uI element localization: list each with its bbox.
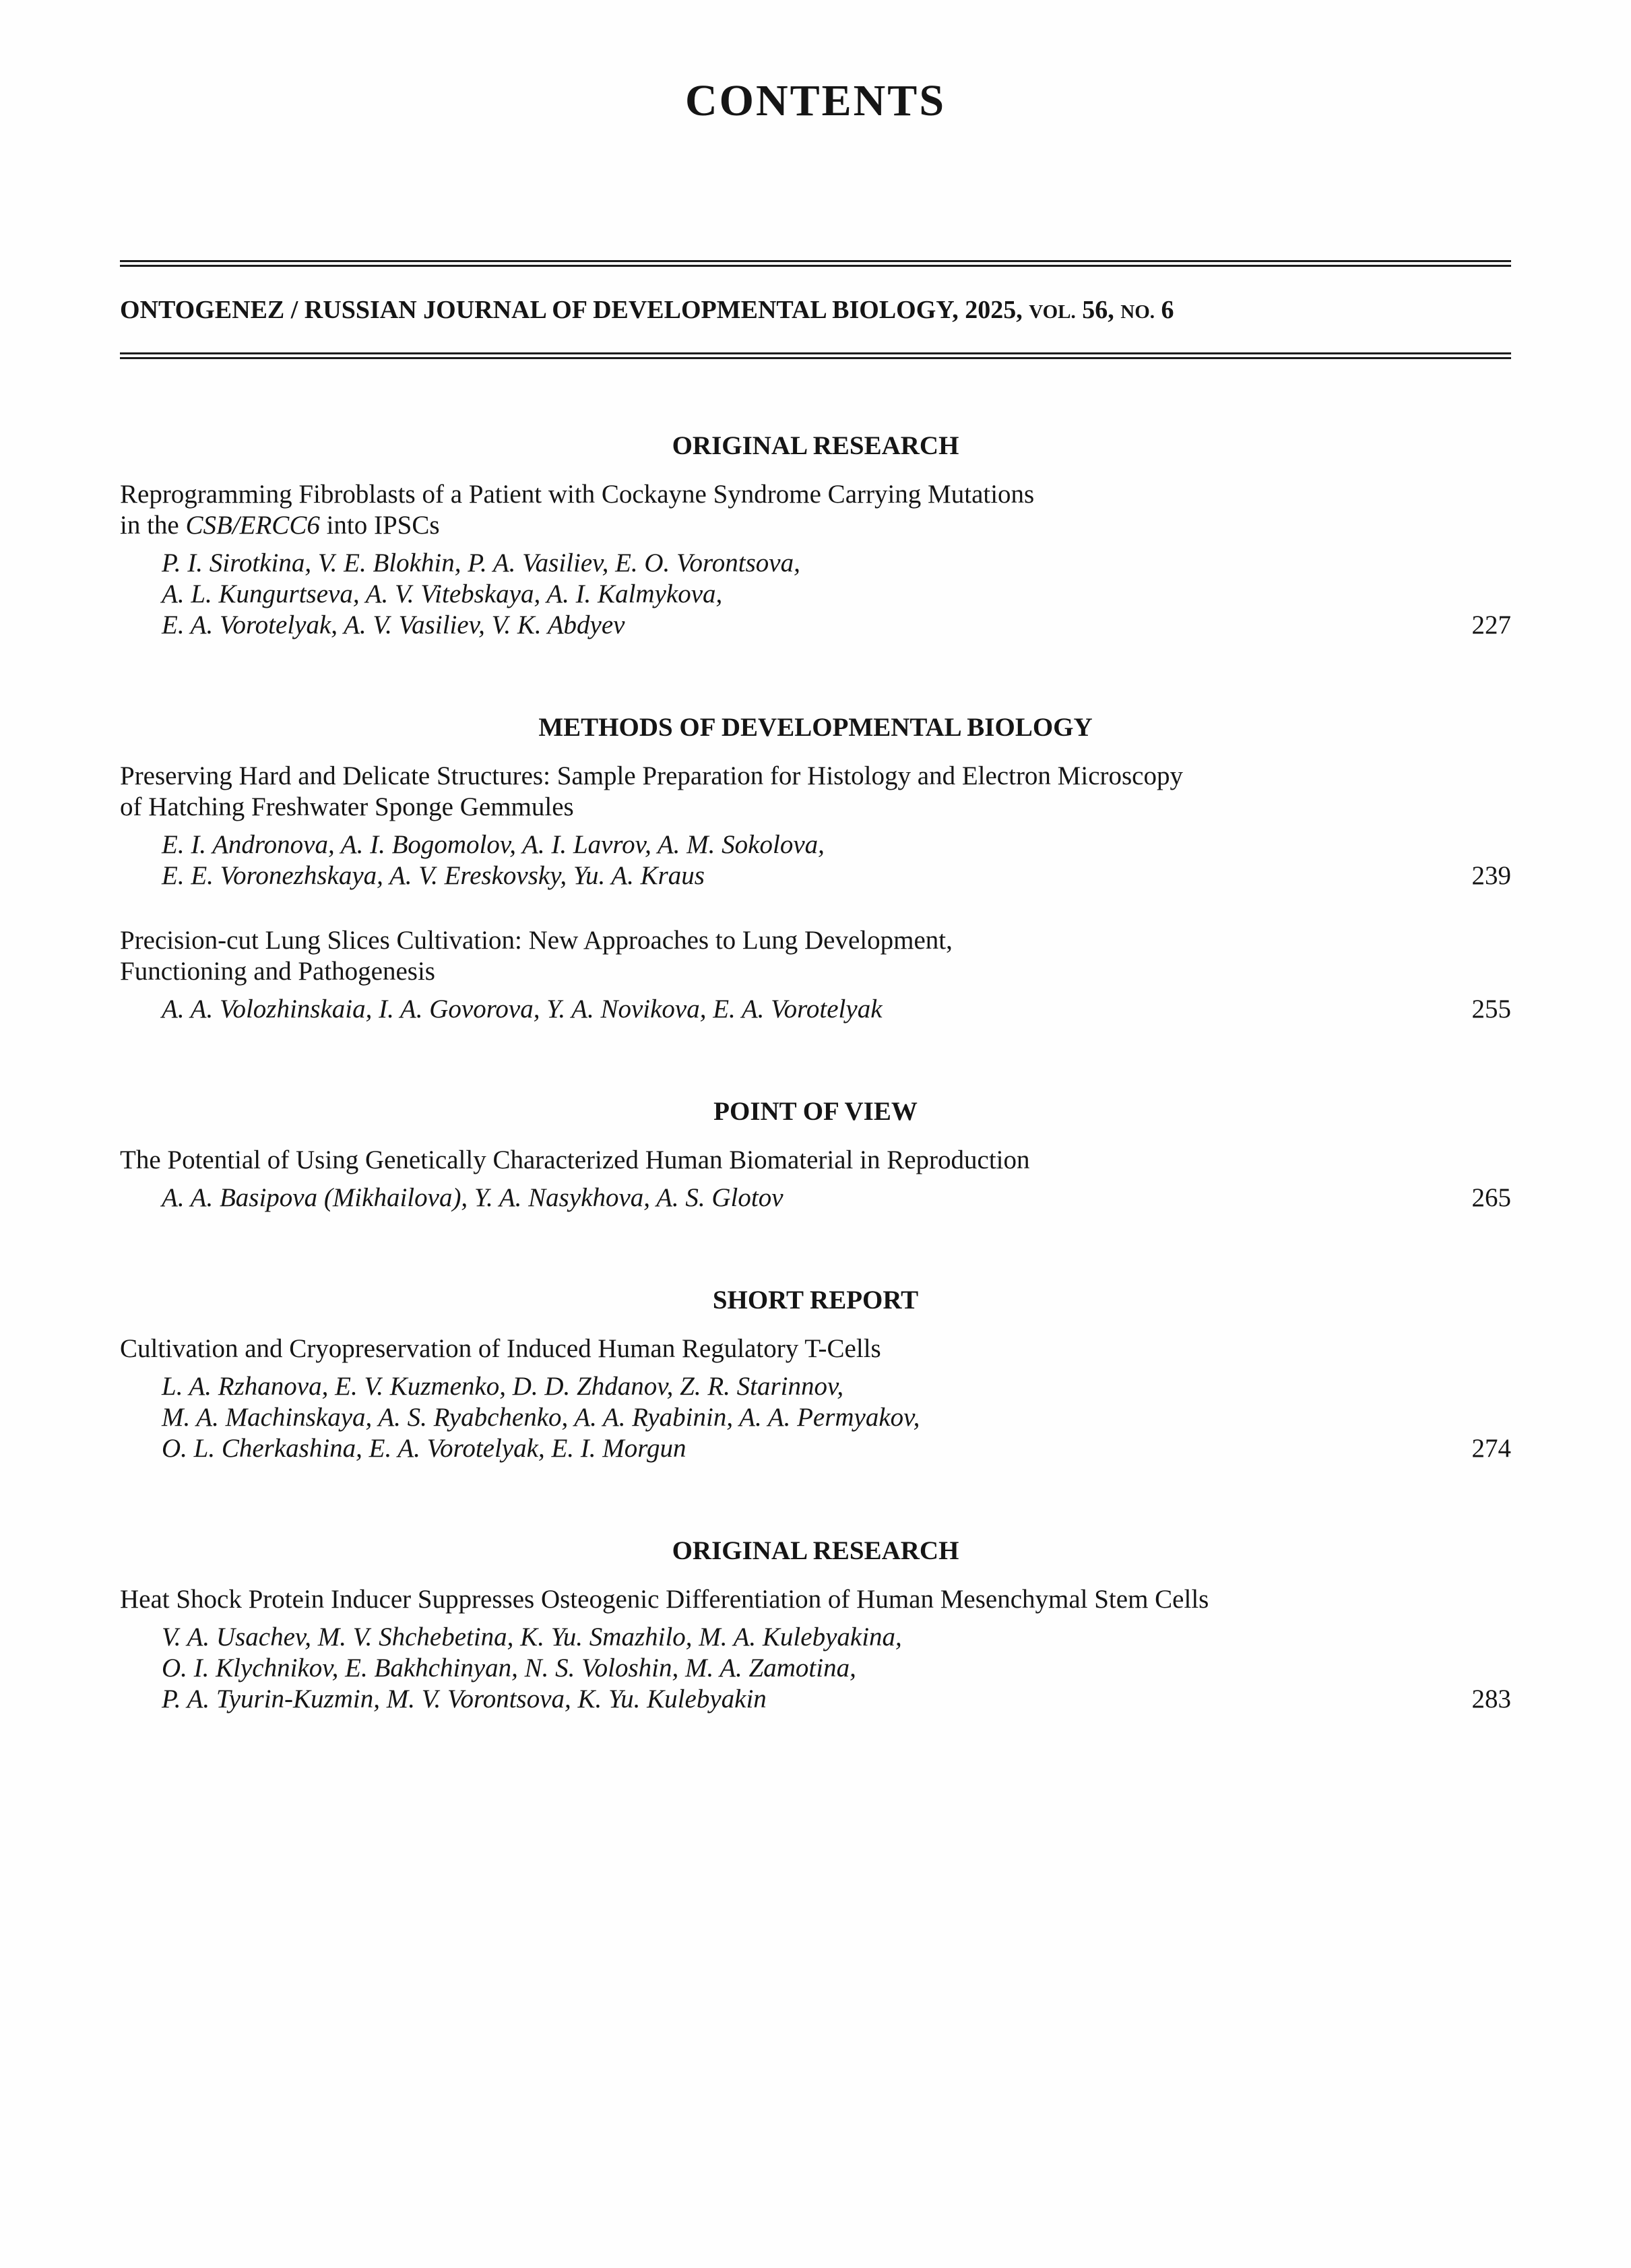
article — [120, 1584, 1511, 1715]
article-title-line — [120, 792, 1511, 823]
article-title — [120, 761, 1511, 823]
section-short-report — [120, 1285, 1511, 1464]
title-text: Cultivation and Cryopreservation of Induced Human Regulatory T-Cells — [120, 1334, 881, 1363]
author-line-with-page — [162, 994, 1511, 1025]
article-title — [120, 1145, 1511, 1176]
article-authors — [162, 994, 1511, 1025]
author-line: V. A. Usachev, M. V. Shchebetina, K. Yu. Smazhilo, M. A. Kulebyakina, — [162, 1623, 902, 1651]
vol-value: 56, — [1075, 296, 1121, 324]
article-title-line — [120, 956, 1511, 987]
double-rule-bottom — [120, 352, 1511, 359]
double-rule-top — [120, 260, 1511, 267]
article-authors — [162, 829, 1511, 891]
page-number: 283 — [1471, 1684, 1511, 1713]
journal-title-text: ONTOGENEZ / RUSSIAN JOURNAL OF DEVELOPMENTAL BIOLOGY, 2025, — [120, 296, 1029, 324]
article-authors — [162, 1371, 1511, 1464]
section-methods — [120, 712, 1511, 1025]
author-line-with-page — [162, 1433, 1511, 1464]
title-text: in the — [120, 511, 186, 540]
author-line: A. L. Kungurtseva, A. V. Vitebskaya, A. I. Kalmykova, — [162, 579, 723, 608]
article — [120, 925, 1511, 1025]
author-line-with-page — [162, 1183, 1511, 1214]
section-heading: SHORT REPORT — [712, 1286, 919, 1315]
article-authors — [162, 548, 1511, 641]
title-text: Heat Shock Protein Inducer Suppresses Osteogenic Differentiation of Human Mesenchymal Stem Cells — [120, 1585, 1209, 1614]
article-title-line — [120, 1333, 1511, 1364]
title-text: The Potential of Using Genetically Characterized Human Biomaterial in Reproduction — [120, 1145, 1030, 1174]
no-label: NO. — [1120, 301, 1155, 323]
article-title-line — [120, 761, 1511, 792]
section-original-research-1 — [120, 431, 1511, 641]
title-text: of Hatching Freshwater Sponge Gemmules — [120, 792, 574, 821]
article-title — [120, 1333, 1511, 1364]
title-text: Preserving Hard and Delicate Structures: Sample Preparation for Histology and Electron Microscopy — [120, 761, 1183, 790]
author-line: P. I. Sirotkina, V. E. Blokhin, P. A. Vasiliev, E. O. Vorontsova, — [162, 548, 800, 577]
section-original-research-2 — [120, 1536, 1511, 1715]
section-heading: POINT OF VIEW — [713, 1097, 918, 1126]
no-value: 6 — [1155, 296, 1174, 324]
article-title — [120, 925, 1511, 987]
article — [120, 1145, 1511, 1214]
article-authors — [162, 1183, 1511, 1214]
author-text: O. L. Cherkashina, E. A. Vorotelyak, E. I. Morgun — [162, 1434, 686, 1463]
author-text: E. A. Vorotelyak, A. V. Vasiliev, V. K. Abdyev — [162, 610, 625, 639]
vol-label: VOL. — [1029, 301, 1076, 323]
author-line: M. A. Machinskaya, A. S. Ryabchenko, A. A. Ryabinin, A. A. Permyakov, — [162, 1403, 920, 1432]
page-title: CONTENTS — [684, 76, 947, 125]
section-heading: ORIGINAL RESEARCH — [672, 431, 959, 460]
title-text: into IPSCs — [319, 511, 440, 540]
title-text: Functioning and Pathogenesis — [120, 957, 435, 986]
article-title-line — [120, 1145, 1511, 1176]
author-line: O. I. Klychnikov, E. Bakhchinyan, N. S. Voloshin, M. A. Zamotina, — [162, 1653, 856, 1682]
journal-title — [120, 267, 1511, 352]
article-title-line — [120, 1584, 1511, 1615]
page-number: 274 — [1471, 1434, 1511, 1463]
author-line: L. A. Rzhanova, E. V. Kuzmenko, D. D. Zhdanov, Z. R. Starinnov, — [162, 1372, 844, 1401]
page-number: 239 — [1471, 861, 1511, 890]
page-number: 265 — [1471, 1183, 1511, 1212]
page-number: 227 — [1471, 610, 1511, 639]
section-point-of-view — [120, 1096, 1511, 1214]
author-text: A. A. Basipova (Mikhailova), Y. A. Nasykhova, A. S. Glotov — [162, 1183, 783, 1212]
section-heading: ORIGINAL RESEARCH — [672, 1536, 959, 1565]
author-line-with-page — [162, 1684, 1511, 1715]
title-text: Reprogramming Fibroblasts of a Patient with Cockayne Syndrome Carrying Mutations — [120, 480, 1035, 509]
article-title — [120, 1584, 1511, 1615]
article-authors — [162, 1622, 1511, 1715]
article-title-line — [120, 510, 1511, 541]
author-text: P. A. Tyurin-Kuzmin, M. V. Vorontsova, K. Yu. Kulebyakin — [162, 1684, 767, 1713]
author-line-with-page — [162, 860, 1511, 891]
author-text: A. A. Volozhinskaia, I. A. Govorova, Y. A. Novikova, E. A. Vorotelyak — [162, 995, 883, 1023]
article — [120, 1333, 1511, 1464]
author-line-with-page — [162, 610, 1511, 641]
author-line: E. I. Andronova, A. I. Bogomolov, A. I. Lavrov, A. M. Sokolova, — [162, 830, 825, 859]
article-title-line — [120, 479, 1511, 510]
article-title-line — [120, 925, 1511, 956]
title-text-gene-italic: CSB/ERCC6 — [185, 511, 320, 540]
section-heading: METHODS OF DEVELOPMENTAL BIOLOGY — [538, 713, 1093, 742]
title-text: Precision-cut Lung Slices Cultivation: New Approaches to Lung Development, — [120, 926, 953, 955]
article — [120, 761, 1511, 891]
article — [120, 479, 1511, 641]
author-text: E. E. Voronezhskaya, A. V. Ereskovsky, Yu. A. Kraus — [162, 861, 705, 890]
page-number: 255 — [1471, 995, 1511, 1023]
article-title — [120, 479, 1511, 541]
